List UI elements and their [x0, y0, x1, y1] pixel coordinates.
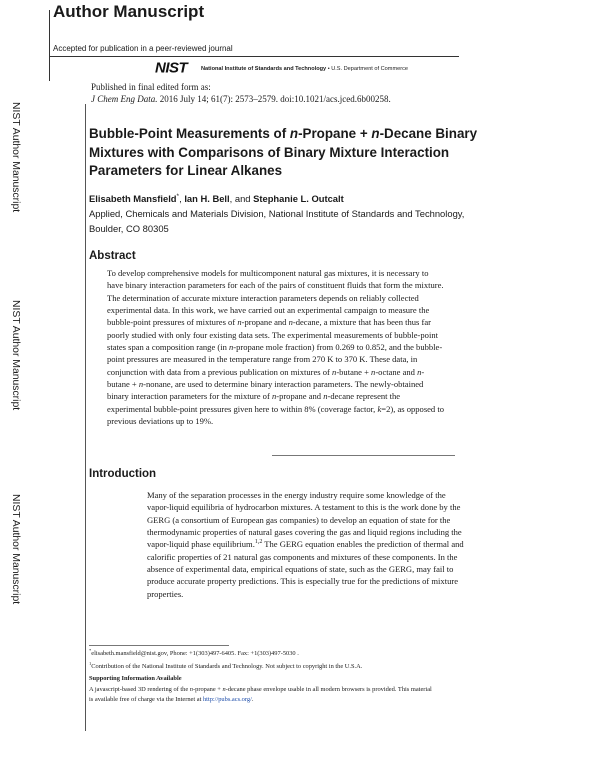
published-note: Published in final edited form as:	[91, 82, 211, 92]
footnote-contribution: $^1$Contribution of the National Institute of Standards and Technology. Not subject to copyright in the U.S.A.	[89, 660, 363, 670]
side-label-bottom: NIST Author Manuscript	[10, 494, 21, 605]
title-line: Mixtures with Comparisons of Binary Mixture Interaction	[89, 144, 450, 160]
supporting-info-heading: Supporting Information Available	[89, 675, 182, 682]
author-manuscript-subtitle: Accepted for publication in a peer-reviewed journal	[53, 44, 233, 53]
author-name: Stephanie L. Outcalt	[253, 193, 344, 204]
side-label-middle: NIST Author Manuscript	[10, 300, 21, 411]
nist-institute-line	[201, 66, 408, 72]
footnote-contact: *elisabeth.mansfield@nist.gov, Phone: +1(303)497-6405. Fax: +1(303)497-5030 .	[89, 647, 299, 657]
header-rule	[49, 56, 459, 57]
author-name: Elisabeth Mansfield	[89, 193, 177, 204]
title-line: Bubble-Point Measurements of n-Propane + n-Decane Binary	[89, 126, 478, 141]
citation	[91, 94, 391, 104]
footnote-rule	[89, 645, 229, 646]
author-manuscript-title: Author Manuscript	[53, 2, 205, 21]
introduction-heading: Introduction	[89, 468, 157, 480]
reference-mark[interactable]: 1,2	[254, 539, 263, 546]
affiliation: Applied, Chemicals and Materials Division, National Institute of Standards and Technology, Boulder, CO 80305	[89, 208, 465, 234]
author-name: Ian H. Bell	[184, 193, 230, 204]
nist-logo-text: NIST	[155, 60, 188, 74]
header-vertical-rule	[49, 10, 50, 81]
supporting-info-link[interactable]: http://pubs.acs.org/	[202, 695, 252, 703]
nist-department: • U.S. Department of Commerce	[326, 66, 408, 72]
introduction-body: Many of the separation processes in the energy industry require some knowledge of the vapor-liquid equilibria of hydrocarbon mixtures. A testament to this is the work done by the GERG (a consortium of European gas companies) to develop an equation of state for the thermodynamic properties of natural gases covering the gas and liquid regions including the vapor-liquid phase equilibrium.$^{1,2}$ The GERG equation enables the prediction of thermal and calorific properties of 21 natural gas components and mixtures of these components. In the absence of experimental data, empirical equations of state, such as the GERG, may fail to produce accurate property predictions. This is especially true for the predictions of mixture properties.	[147, 490, 464, 599]
abstract-end-rule	[272, 455, 455, 456]
supporting-info-text: A javascript-based 3D rendering of the n-propane + n-decane phase envelope usable in all modern browsers is provided. This material is available free of charge via the Internet at http://pubs.acs.org/.	[89, 686, 432, 703]
abstract-heading: Abstract	[89, 250, 136, 262]
side-label-top: NIST Author Manuscript	[10, 102, 21, 213]
corresponding-mark: *	[176, 192, 180, 200]
margin-rule	[85, 104, 86, 731]
title-line: Parameters for Linear Alkanes	[89, 163, 283, 178]
paper-title	[89, 125, 477, 181]
author-list: Elisabeth Mansfield*, Ian H. Bell, and Stephanie L. Outcalt	[89, 192, 344, 204]
citation-details: 2016 July 14; 61(7): 2573–2579. doi:10.1021/acs.jced.6b00258.	[157, 94, 391, 104]
abstract-body: To develop comprehensive models for multicomponent natural gas mixtures, it is necessary to have binary interaction parameters for each of the pairs of constituent fluids that form the mixture. The determination of accurate mixture interaction parameters depends on reliably collected experimental data. In this work, we have carried out an experimental campaign to measure the bubble-point pressures of mixtures of n-propane and n-decane, a mixture that has been thus far poorly studied with only four existing data sets. The experimental measurements of bubble-point states span a composition range (in n-propane mole fraction) from 0.269 to 0.852, and the bubble- point pressures are measured in the temperature range from 270 K to 370 K. These data, in conjunction with data from a previous publication on mixtures of n-butane + n-octane and n- butane + n-nonane, are used to determine binary interaction parameters. The newly-obtained binary interaction parameters for the mixture of n-propane and n-decane represent the experimental bubble-point pressures given here to within 8% (coverage factor, k=2), as opposed to previous deviations up to 19%.	[107, 268, 444, 427]
journal-name: J Chem Eng Data.	[91, 94, 158, 104]
nist-logo	[155, 60, 199, 74]
nist-institute-name: National Institute of Standards and Technology	[201, 66, 327, 72]
